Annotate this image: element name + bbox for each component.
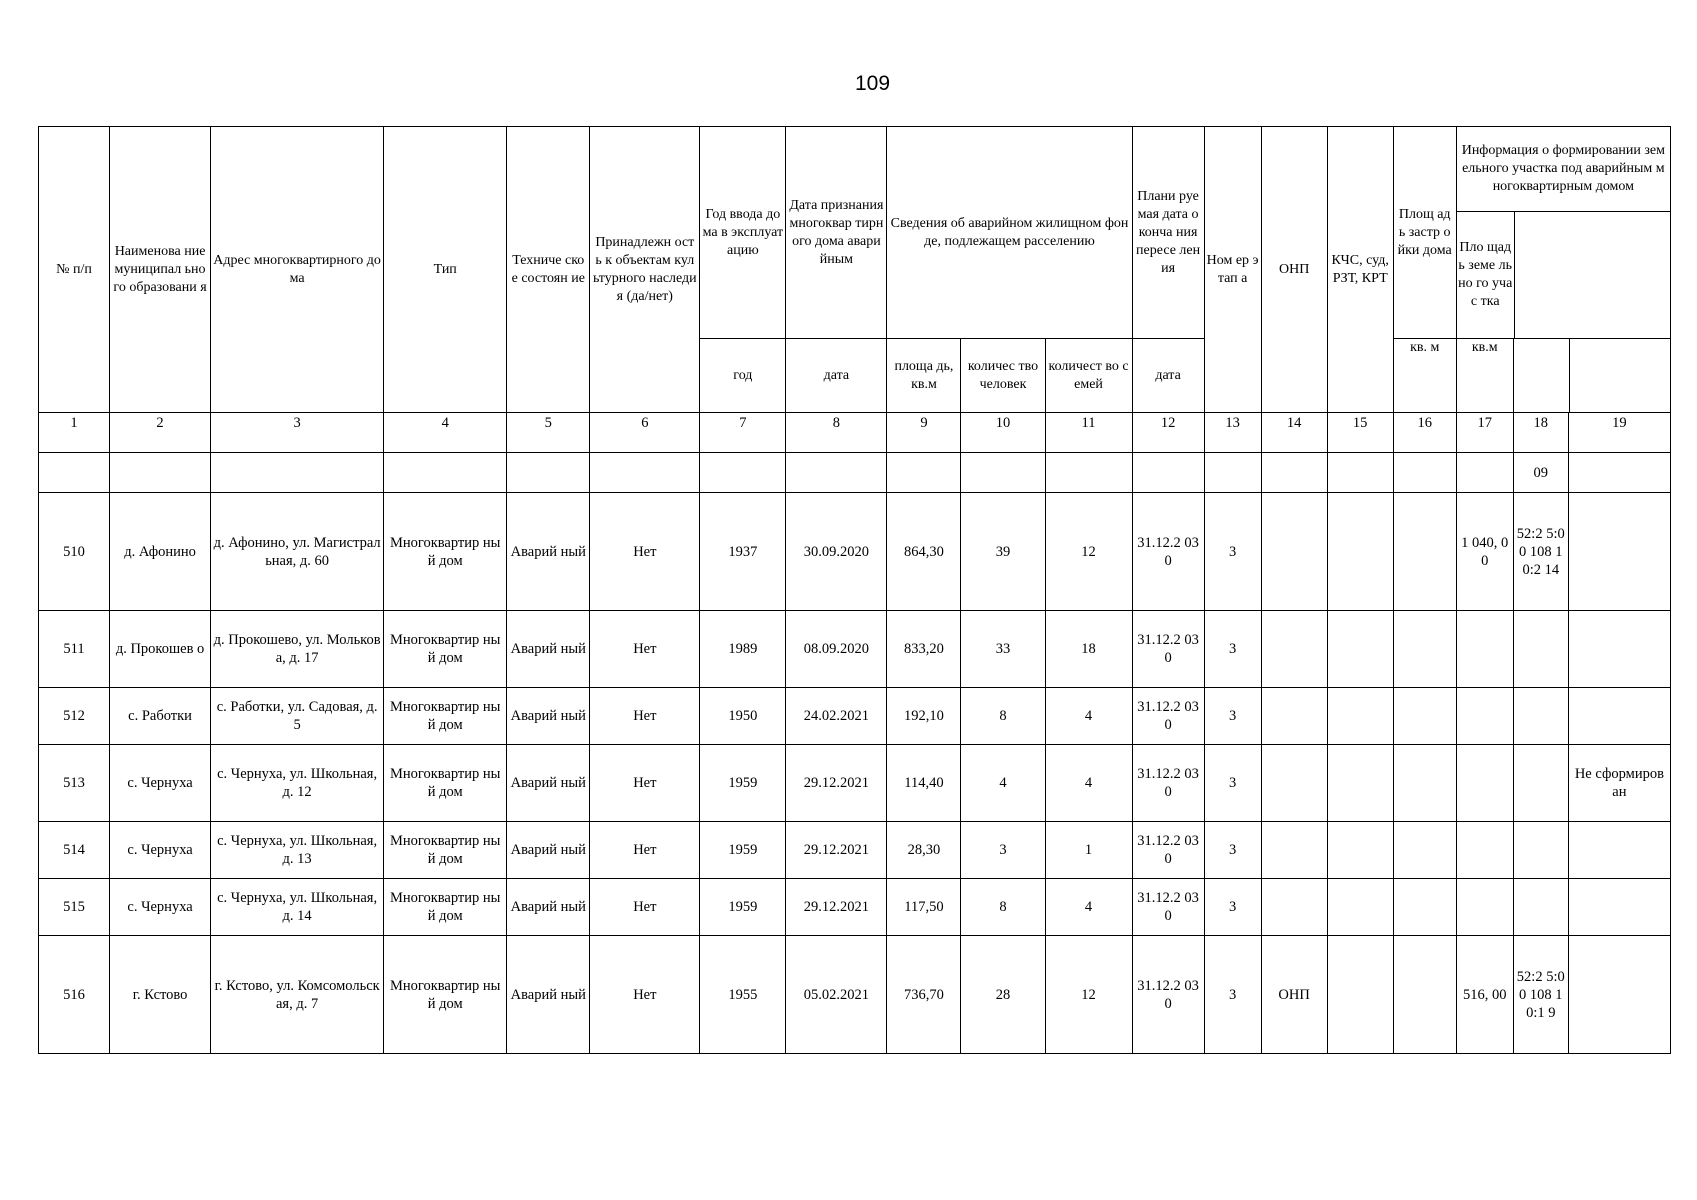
cell-families: 4 — [1045, 688, 1132, 745]
cell-stage: 3 — [1204, 688, 1261, 745]
table-row — [39, 822, 1671, 879]
cell-condition: Аварий ный — [507, 822, 590, 879]
cell-address: с. Чернуха, ул. Школьная, д. 12 — [211, 745, 384, 822]
cell-cadastral — [1513, 688, 1568, 745]
cell-built-area — [1393, 745, 1456, 822]
cell-n: 515 — [39, 879, 110, 936]
column-number: 17 — [1456, 413, 1513, 453]
cell-onp — [1261, 493, 1327, 611]
header-land-info: Информация о формировании земельного участка под аварийным многоквартирным домом — [1457, 127, 1670, 212]
cell-heritage: Нет — [590, 936, 700, 1054]
cell-onp — [1261, 688, 1327, 745]
cell-area: 833,20 — [887, 611, 961, 688]
cell-municipality: с. Чернуха — [110, 879, 211, 936]
cell-area: 864,30 — [887, 493, 961, 611]
cell-n: 512 — [39, 688, 110, 745]
cell-date: 05.02.2021 — [786, 936, 887, 1054]
cell-families: 4 — [1045, 745, 1132, 822]
header-land-info-group — [1456, 127, 1670, 339]
header-sub-built-unit: кв. м — [1393, 339, 1456, 413]
header-address: Адрес многоквартирного дома — [211, 127, 384, 413]
column-number: 19 — [1568, 413, 1670, 453]
cell-families: 1 — [1045, 822, 1132, 879]
cell-date: 24.02.2021 — [786, 688, 887, 745]
cell-planned: 31.12.2 030 — [1132, 611, 1204, 688]
column-number: 13 — [1204, 413, 1261, 453]
cell-stage: 3 — [1204, 936, 1261, 1054]
column-number: 10 — [961, 413, 1045, 453]
cell-built-area — [1393, 879, 1456, 936]
column-number: 11 — [1045, 413, 1132, 453]
cell-families: 4 — [1045, 879, 1132, 936]
cell-municipality: с. Чернуха — [110, 745, 211, 822]
header-sub-land-unit: кв.м — [1456, 339, 1513, 413]
header-sub-people: количес тво человек — [961, 339, 1045, 413]
cell-kchs — [1327, 493, 1393, 611]
table-row — [39, 493, 1671, 611]
cell-municipality: г. Кстово — [110, 936, 211, 1054]
cell-people: 39 — [961, 493, 1045, 611]
cell-planned: 31.12.2 030 — [1132, 879, 1204, 936]
header-sub-planned: дата — [1132, 339, 1204, 413]
cell-land-area: 516, 00 — [1456, 936, 1513, 1054]
cell-area: 114,40 — [887, 745, 961, 822]
header-type: Тип — [384, 127, 507, 413]
cell-year: 1959 — [700, 745, 786, 822]
cell-area: 28,30 — [887, 822, 961, 879]
cell-characteristic: Не сформиров ан — [1568, 745, 1670, 822]
cell-year: 1959 — [700, 879, 786, 936]
cell-heritage: Нет — [590, 688, 700, 745]
cell-built-area — [1393, 611, 1456, 688]
header-onp: ОНП — [1261, 127, 1327, 413]
cell-land-area — [1456, 611, 1513, 688]
column-number: 8 — [786, 413, 887, 453]
cell-n: 514 — [39, 822, 110, 879]
cell-onp — [1261, 879, 1327, 936]
cell-municipality: д. Афонино — [110, 493, 211, 611]
table-row — [39, 879, 1671, 936]
cell-kchs — [1327, 936, 1393, 1054]
cell-people: 28 — [961, 936, 1045, 1054]
cell-kchs — [1327, 688, 1393, 745]
header-condition: Техниче ское состоян ие — [507, 127, 590, 413]
header-recognition-date: Дата признания многоквар тирного дома аварийным — [786, 127, 887, 339]
header-housing-info: Сведения об аварийном жилищном фонде, подлежащем расселению — [887, 127, 1132, 339]
header-sub-year: год — [700, 339, 786, 413]
cell-planned: 31.12.2 030 — [1132, 688, 1204, 745]
cell-kchs — [1327, 745, 1393, 822]
cell-families: 12 — [1045, 493, 1132, 611]
cell-heritage: Нет — [590, 745, 700, 822]
cell-kchs — [1327, 879, 1393, 936]
cell-type: Многоквартир ный дом — [384, 936, 507, 1054]
header-land-sub-pair — [1513, 339, 1670, 413]
header-land-area: Пло щадь земе льно го учас тка — [1457, 212, 1515, 338]
emergency-housing-table — [38, 126, 1671, 1054]
column-number: 4 — [384, 413, 507, 453]
cell-address: д. Афонино, ул. Магистральная, д. 60 — [211, 493, 384, 611]
cell-date: 08.09.2020 — [786, 611, 887, 688]
header-sub-families: количест во семей — [1045, 339, 1132, 413]
cell-land-area — [1456, 688, 1513, 745]
cell-built-area — [1393, 493, 1456, 611]
cell-year: 1950 — [700, 688, 786, 745]
header-heritage: Принадлежн ость к объектам культурного наследия (да/нет) — [590, 127, 700, 413]
cell-characteristic — [1568, 879, 1670, 936]
cell-land-area — [1456, 745, 1513, 822]
header-year-built: Год ввода дома в эксплуат ацию — [700, 127, 786, 339]
column-number: 9 — [887, 413, 961, 453]
cell-people: 4 — [961, 745, 1045, 822]
header-planned-date: Плани руемая дата оконча ния пересе ления — [1132, 127, 1204, 339]
cell-kchs — [1327, 822, 1393, 879]
cell-year: 1959 — [700, 822, 786, 879]
header-municipality: Наименова ние муниципал ьного образовани я — [110, 127, 211, 413]
header-sub-area: площа дь, кв.м — [887, 339, 961, 413]
cell-address: с. Работки, ул. Садовая, д. 5 — [211, 688, 384, 745]
cell-condition: Аварий ный — [507, 879, 590, 936]
cell-type: Многоквартир ный дом — [384, 822, 507, 879]
cell-type: Многоквартир ный дом — [384, 879, 507, 936]
column-number: 2 — [110, 413, 211, 453]
column-number: 1 — [39, 413, 110, 453]
cell-municipality: с. Работки — [110, 688, 211, 745]
cell-stage: 3 — [1204, 611, 1261, 688]
cell-year: 1989 — [700, 611, 786, 688]
table-row — [39, 745, 1671, 822]
cell-characteristic — [1568, 822, 1670, 879]
continuation-row — [39, 453, 1671, 493]
cell-address: г. Кстово, ул. Комсомольская, д. 7 — [211, 936, 384, 1054]
cell-n: 516 — [39, 936, 110, 1054]
cell-people: 8 — [961, 688, 1045, 745]
cell-stage: 3 — [1204, 822, 1261, 879]
cell-address: д. Прокошево, ул. Молькова, д. 17 — [211, 611, 384, 688]
cell-condition: Аварий ный — [507, 745, 590, 822]
column-number: 6 — [590, 413, 700, 453]
cell-cadastral — [1513, 745, 1568, 822]
cell-n: 513 — [39, 745, 110, 822]
cell-n: 511 — [39, 611, 110, 688]
table-row — [39, 611, 1671, 688]
cell-characteristic — [1568, 493, 1670, 611]
cell-heritage: Нет — [590, 611, 700, 688]
cell-land-area: 1 040, 00 — [1456, 493, 1513, 611]
cell-cadastral — [1513, 822, 1568, 879]
cell-built-area — [1393, 822, 1456, 879]
cell-heritage: Нет — [590, 822, 700, 879]
column-number: 14 — [1261, 413, 1327, 453]
cell-condition: Аварий ный — [507, 493, 590, 611]
column-number-row — [39, 413, 1671, 453]
cell-n: 510 — [39, 493, 110, 611]
cell-stage: 3 — [1204, 879, 1261, 936]
cell-planned: 31.12.2 030 — [1132, 822, 1204, 879]
cell-families: 12 — [1045, 936, 1132, 1054]
column-number: 7 — [700, 413, 786, 453]
cell-condition: Аварий ный — [507, 688, 590, 745]
cell-condition: Аварий ный — [507, 936, 590, 1054]
cell-stage: 3 — [1204, 493, 1261, 611]
column-number: 12 — [1132, 413, 1204, 453]
cell-built-area — [1393, 688, 1456, 745]
cell-people: 8 — [961, 879, 1045, 936]
cell-cadastral — [1513, 879, 1568, 936]
table-row — [39, 936, 1671, 1054]
cell-area: 192,10 — [887, 688, 961, 745]
column-number: 18 — [1513, 413, 1568, 453]
cell-onp — [1261, 611, 1327, 688]
cell-date: 29.12.2021 — [786, 745, 887, 822]
table-row — [39, 688, 1671, 745]
cell-onp — [1261, 745, 1327, 822]
cell-heritage: Нет — [590, 879, 700, 936]
cell-stage: 3 — [1204, 745, 1261, 822]
cell-characteristic — [1568, 611, 1670, 688]
cell-date: 30.09.2020 — [786, 493, 887, 611]
header-stage: Ном ер этап а — [1204, 127, 1261, 413]
cell-cadastral — [1513, 611, 1568, 688]
cell-date: 29.12.2021 — [786, 879, 887, 936]
cell-onp — [1261, 822, 1327, 879]
cell-type: Многоквартир ный дом — [384, 611, 507, 688]
cell-families: 18 — [1045, 611, 1132, 688]
cell-year: 1955 — [700, 936, 786, 1054]
cell-characteristic — [1568, 688, 1670, 745]
cell-planned: 31.12.2 030 — [1132, 936, 1204, 1054]
cell-area: 736,70 — [887, 936, 961, 1054]
column-number: 16 — [1393, 413, 1456, 453]
cell-type: Многоквартир ный дом — [384, 745, 507, 822]
cell-people: 3 — [961, 822, 1045, 879]
header-kchs: КЧС, суд, РЗТ, КРТ — [1327, 127, 1393, 413]
cell-address: с. Чернуха, ул. Школьная, д. 14 — [211, 879, 384, 936]
cell-planned: 31.12.2 030 — [1132, 745, 1204, 822]
cell-cadastral: 52:2 5:00 108 10:1 9 — [1513, 936, 1568, 1054]
column-number: 15 — [1327, 413, 1393, 453]
cell-built-area — [1393, 936, 1456, 1054]
page-number: 109 — [854, 72, 891, 95]
cell-characteristic — [1568, 936, 1670, 1054]
cell-type: Многоквартир ный дом — [384, 688, 507, 745]
cell-kchs — [1327, 611, 1393, 688]
cell-type: Многоквартир ный дом — [384, 493, 507, 611]
cell-onp: ОНП — [1261, 936, 1327, 1054]
header-n: № п/п — [39, 127, 110, 413]
cell-area: 117,50 — [887, 879, 961, 936]
cell-land-area — [1456, 879, 1513, 936]
column-number: 5 — [507, 413, 590, 453]
cell-municipality: д. Прокошев о — [110, 611, 211, 688]
cell-land-area — [1456, 822, 1513, 879]
cell-year: 1937 — [700, 493, 786, 611]
column-number: 3 — [211, 413, 384, 453]
cell-heritage: Нет — [590, 493, 700, 611]
header-built-area: Площ адь застр ойки дома — [1393, 127, 1456, 339]
cell-date: 29.12.2021 — [786, 822, 887, 879]
cell-condition: Аварий ный — [507, 611, 590, 688]
cell-address: с. Чернуха, ул. Школьная, д. 13 — [211, 822, 384, 879]
cell-people: 33 — [961, 611, 1045, 688]
cell-cadastral: 52:2 5:00 108 10:2 14 — [1513, 493, 1568, 611]
cell-municipality: с. Чернуха — [110, 822, 211, 879]
continuation-cadastral: 09 — [1513, 453, 1568, 493]
cell-planned: 31.12.2 030 — [1132, 493, 1204, 611]
header-sub-date: дата — [786, 339, 887, 413]
